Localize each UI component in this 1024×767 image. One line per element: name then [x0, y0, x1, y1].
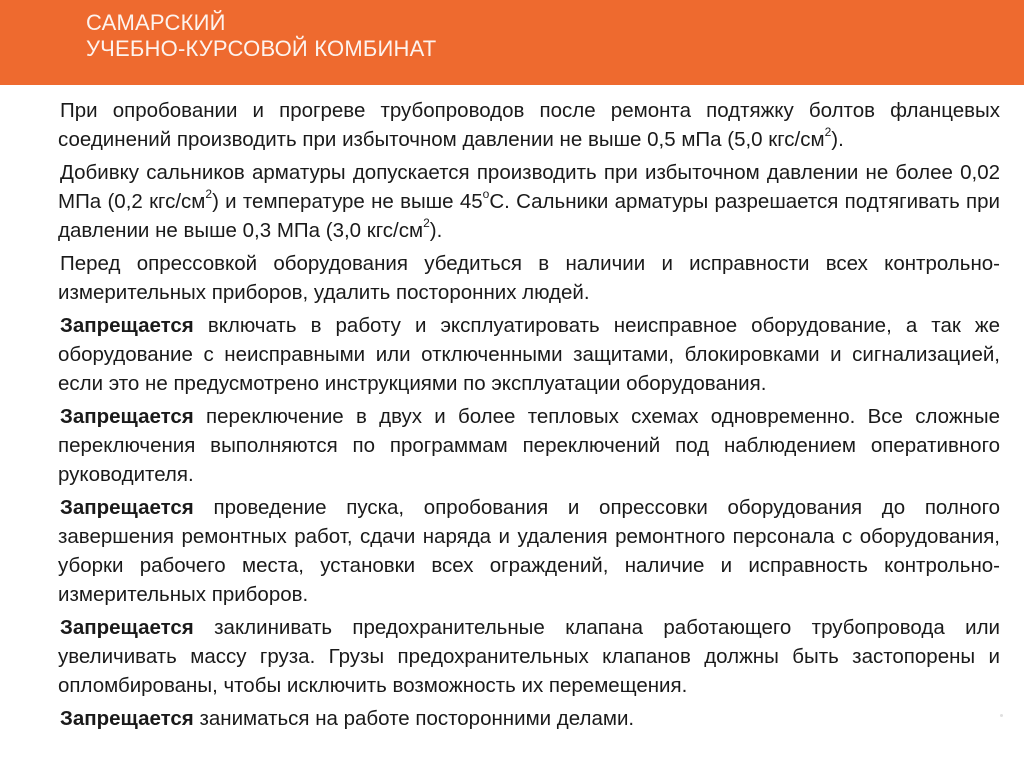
paragraph-text: проведение пуска, опробования и опрессовки оборудования до полного завершения ремонтных работ, сдачи наряда и удаления ремонтного персонала с оборудования, уборки рабочего места, установки всех ограждений, наличие и исправность контрольно-измерительных приборов. [58, 496, 1000, 606]
prohibition-lead: Запрещается [60, 707, 194, 730]
paragraph-text: ). [831, 128, 844, 151]
org-name-line1: САМАРСКИЙ [86, 10, 226, 35]
prohibition-lead: Запрещается [60, 405, 194, 428]
paragraph-text: переключение в двух и более тепловых схемах одновременно. Все сложные переключения выполняются по программам переключений под наблюдением оперативного руководителя. [58, 405, 1000, 486]
superscript: о [482, 187, 490, 202]
decorative-dot [1000, 714, 1003, 717]
paragraph-text: Добивку сальников арматуры допускается производить при избыточном давлении не более 0,02 МПа (0,2 кгс/см [58, 161, 1000, 213]
paragraph-text: заниматься на работе посторонними делами. [193, 707, 635, 730]
paragraph-6 [58, 493, 1000, 609]
paragraph-text: С. Сальники арматуры разрешается подтягивать при давлении не выше 0,3 МПа (3,0 кгс/см [58, 190, 1001, 242]
document-body [58, 96, 1000, 737]
paragraph-5 [58, 402, 1000, 489]
paragraph-3 [58, 249, 1000, 307]
prohibition-lead: Запрещается [60, 496, 194, 519]
paragraph-text: включать в работу и эксплуатировать неисправное оборудование, а так же оборудование с неисправными или отключенными защитами, блокировками и сигнализацией, если это не предусмотрено инструкциями по эксплуатации оборудования. [58, 314, 1000, 395]
org-name [86, 10, 436, 62]
prohibition-lead: Запрещается [60, 314, 194, 337]
paragraph-2 [58, 158, 1000, 245]
superscript: 2 [423, 216, 430, 231]
org-name-line2: УЧЕБНО-КУРСОВОЙ КОМБИНАТ [86, 36, 437, 61]
paragraph-text: ). [429, 219, 443, 242]
superscript: 2 [205, 187, 213, 202]
paragraph-7 [58, 613, 1000, 700]
paragraph-text: Перед опрессовкой оборудования убедиться в наличии и исправности всех контрольно-измерительных приборов, удалить посторонних людей. [58, 252, 1000, 304]
paragraph-text: ) и температуре не выше 45 [212, 190, 483, 213]
paragraph-text: При опробовании и прогреве трубопроводов после ремонта подтяжку болтов фланцевых соединений производить при избыточном давлении не выше 0,5 мПа (5,0 кгс/см [58, 99, 1000, 151]
paragraph-8 [58, 704, 1000, 733]
paragraph-text: заклинивать предохранительные клапана работающего трубопровода или увеличивать массу груза. Грузы предохранительных клапанов должны быть застопорены и опломбированы, чтобы исключить возможность их перемещения. [58, 616, 1000, 697]
prohibition-lead: Запрещается [60, 616, 194, 639]
superscript: 2 [824, 125, 832, 140]
paragraph-1 [58, 96, 1000, 154]
paragraph-4 [58, 311, 1000, 398]
header-banner [0, 0, 1024, 85]
